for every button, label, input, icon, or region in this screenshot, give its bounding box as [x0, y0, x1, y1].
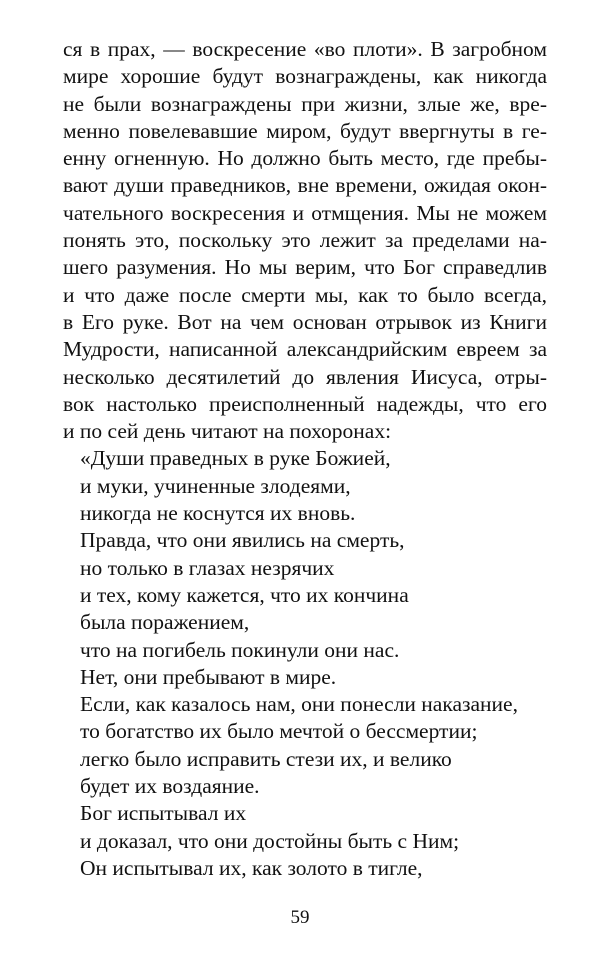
- quoted-verse: [63, 445, 547, 882]
- prose-paragraph: [63, 36, 547, 445]
- verse-line: и доказал, что они достойны быть с Ним;: [80, 828, 460, 853]
- verse-line: и муки, учиненные злодеями,: [80, 473, 351, 498]
- page-number: 59: [290, 907, 310, 928]
- verse-line: что на погибель покинули они нас.: [80, 637, 400, 662]
- text-line: мире хорошие будут вознаграждены, как никогда: [63, 64, 547, 89]
- text-line: и по сей день читают на похоронах:: [63, 419, 392, 444]
- body-text: [63, 36, 547, 882]
- text-line: менно повелевавшие миром, будут ввергнуты в ге-: [63, 118, 547, 143]
- verse-line: будет их воздаяние.: [80, 774, 260, 799]
- verse-line: то богатство их было мечтой о бессмертии;: [80, 719, 478, 744]
- text-line: не были вознаграждены при жизни, злые же, вре-: [63, 91, 547, 116]
- text-line: в Его руке. Вот на чем основан отрывок из Книги: [63, 309, 547, 334]
- verse-line: «Души праведных в руке Божией,: [80, 446, 391, 471]
- text-line: вают души праведников, вне времени, ожидая окон-: [63, 173, 547, 198]
- text-line: вок настолько преисполненный надежды, что его: [63, 391, 547, 416]
- verse-line: была поражением,: [80, 610, 250, 635]
- text-line: енну огненную. Но должно быть место, где пребы-: [63, 146, 547, 171]
- verse-line: Бог испытывал их: [80, 801, 247, 826]
- text-line: и что даже после смерти мы, как то было всегда,: [63, 282, 547, 307]
- text-line: шего разумения. Но мы верим, что Бог справедлив: [63, 255, 547, 280]
- verse-line: Нет, они пребывают в мире.: [80, 664, 337, 689]
- verse-line: Если, как казалось нам, они понесли наказание,: [80, 692, 518, 717]
- text-line: ся в прах, — воскресение «во плоти». В загробном: [63, 37, 547, 61]
- verse-line: но только в глазах незрячих: [80, 555, 335, 580]
- verse-line: легко было исправить стези их, и велико: [80, 746, 452, 771]
- verse-line: и тех, кому кажется, что их кончина: [80, 582, 409, 607]
- text-line: Мудрости, написанной александрийским евреем за: [63, 337, 547, 362]
- verse-line: Правда, что они явились на смерть,: [80, 528, 405, 553]
- verse-line: никогда не коснутся их вновь.: [80, 501, 356, 526]
- text-line: несколько десятилетий до явления Иисуса, отры-: [63, 364, 547, 389]
- text-line: понять это, поскольку это лежит за пределами на-: [63, 228, 547, 253]
- verse-line: Он испытывал их, как золото в тигле,: [80, 855, 423, 880]
- text-line: чательного воскресения и отмщения. Мы не можем: [63, 200, 547, 225]
